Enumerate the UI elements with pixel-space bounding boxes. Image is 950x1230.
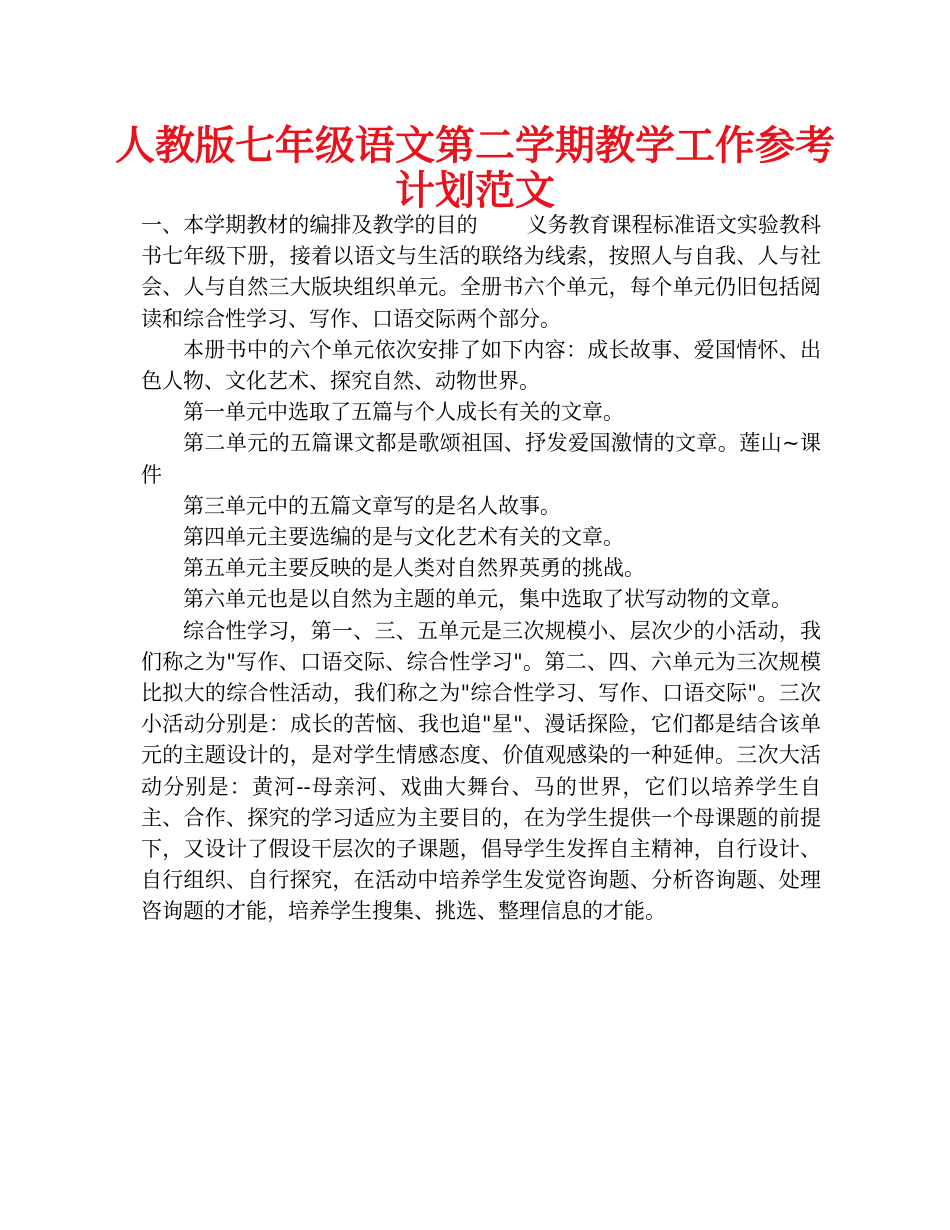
paragraph-unit-3: 第三单元中的五篇文章写的是名人故事。 [183, 493, 561, 518]
document-body [141, 210, 821, 928]
paragraph-unit-1: 第一单元中选取了五篇与个人成长有关的文章。 [183, 400, 624, 425]
paragraph-unit-2: 第二单元的五篇课文都是歌颂祖国、抒发爱国激情的文章。莲山~课件 [141, 431, 821, 487]
paragraph-unit-6: 第六单元也是以自然为主题的单元，集中选取了状写动物的文章。 [183, 587, 792, 612]
paragraph-comprehensive-learning: 综合性学习，第一、三、五单元是三次规模小、层次少的小活动，我们称之为"写作、口语交际、综合性学习"。第二、四、六单元为三次规模比拟大的综合性活动，我们称之为"综合性学习、写作、口语交际"。三次小活动分别是：成长的苦恼、我也追"星"、漫话探险，它们都是结合该单元的主题设计的，是对学生情感态度、价值观感染的一种延伸。三次大活动分别是：黄河--母亲河、戏曲大舞台、马的世界，它们以培养学生自主、合作、探究的学习适应为主要目的，在为学生提供一个母课题的前提下，又设计了假设干层次的子课题，倡导学生发挥自主精神，自行设计、自行组织、自行探究，在活动中培养学生发觉咨询题、分析咨询题、处理咨询题的才能，培养学生搜集、挑选、整理信息的才能。 [141, 618, 821, 924]
document-title-line2: 计划范文 [395, 168, 555, 214]
paragraph-unit-5: 第五单元主要反映的是人类对自然界英勇的挑战。 [183, 556, 645, 581]
paragraph-unit-4: 第四单元主要选编的是与文化艺术有关的文章。 [183, 525, 624, 550]
paragraph-section-heading: 一、本学期教材的编排及教学的目的 义务教育课程标准语文实验教科书七年级下册，接着以语文与生活的联络为线索，按照人与自我、人与社会、人与自然三大版块组织单元。全册书六个单元，每个单元仍旧包括阅读和综合性学习、写作、口语交际两个部分。 [141, 213, 821, 331]
document-title-line1: 人教版七年级语文第二学期教学工作参考 [115, 123, 835, 169]
paragraph-unit-overview: 本册书中的六个单元依次安排了如下内容：成长故事、爱国情怀、出色人物、文化艺术、探究自然、动物世界。 [141, 337, 821, 394]
